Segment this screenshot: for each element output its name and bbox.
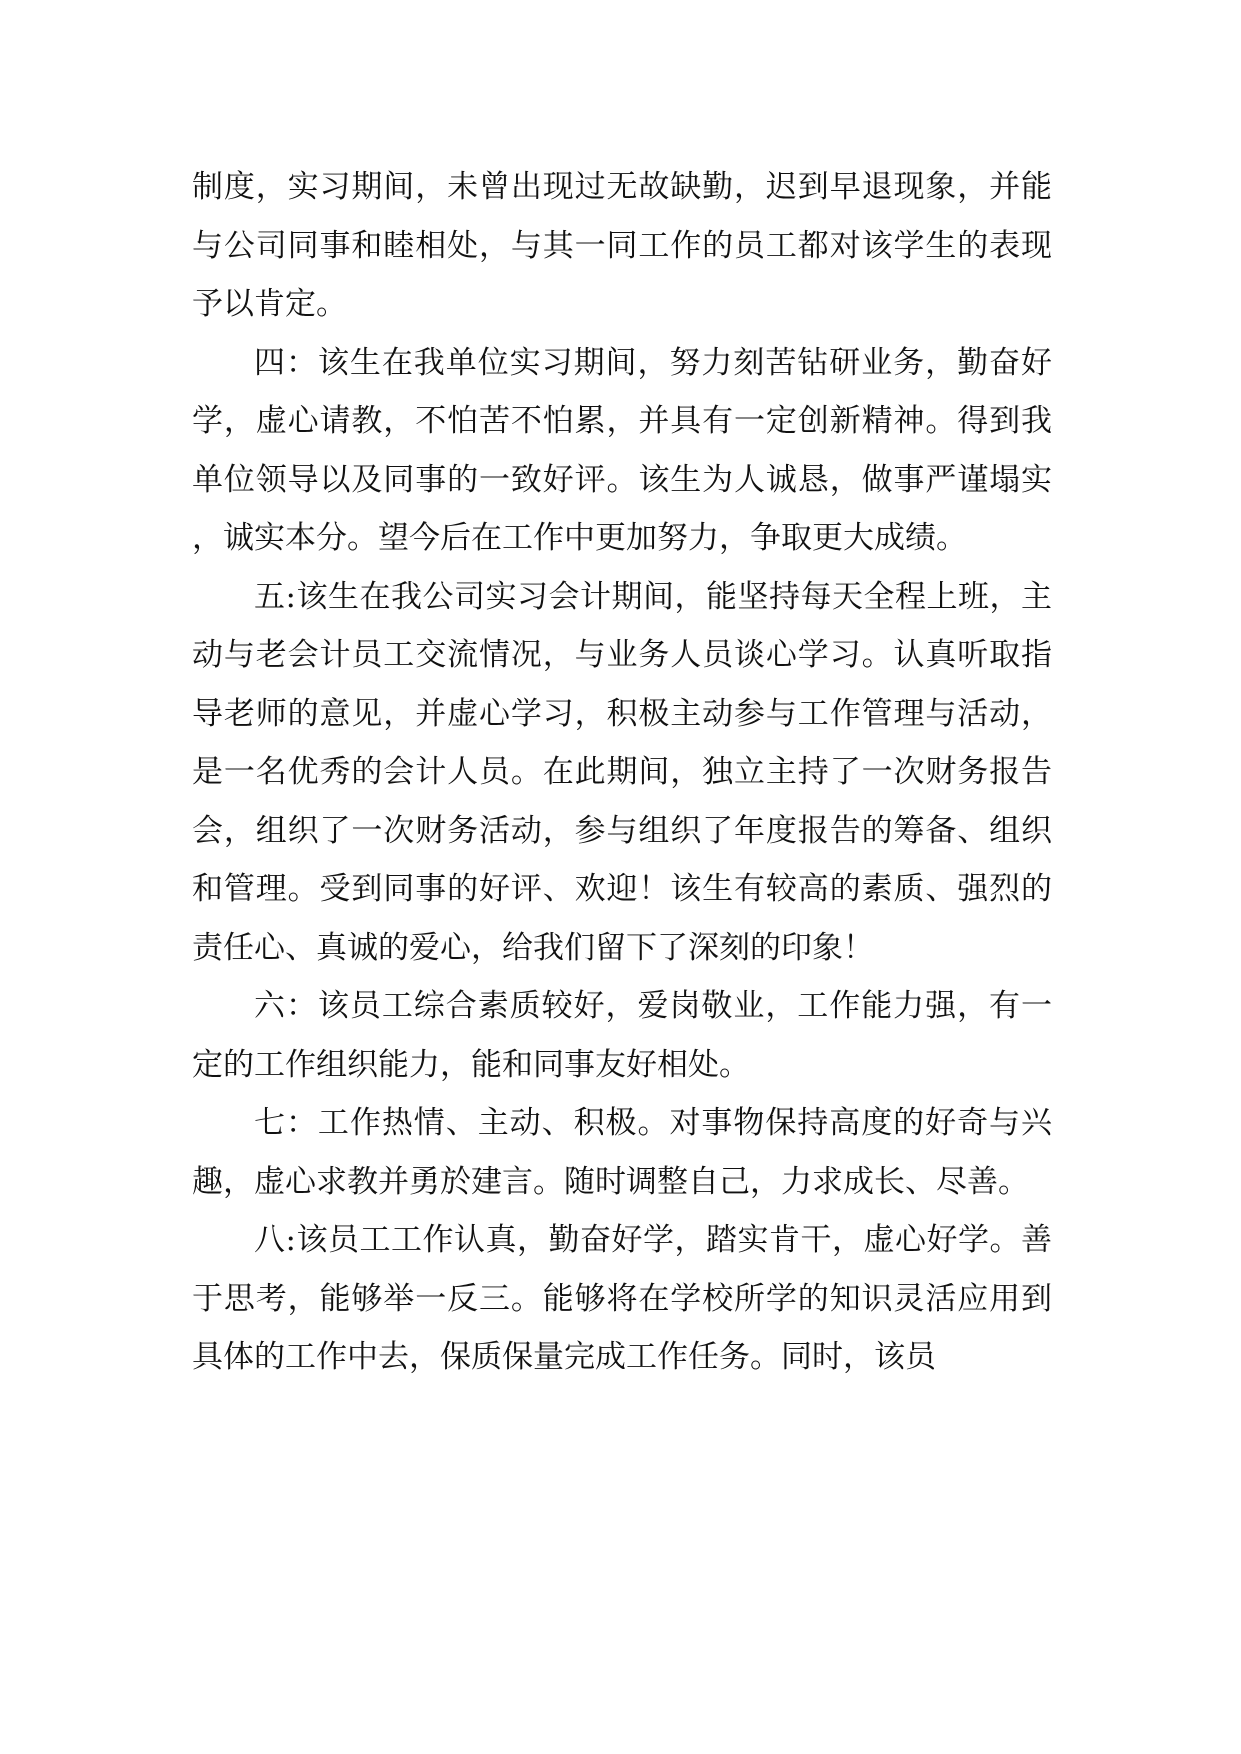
- document-body: [192, 158, 1052, 1387]
- paragraph-seven: 七：工作热情、主动、积极。对事物保持高度的好奇与兴趣，虚心求教并勇於建言。随时调整自己，力求成长、尽善。: [192, 1105, 1052, 1200]
- paragraph-eight: 八:该员工工作认真，勤奋好学，踏实肯干，虚心好学。善于思考，能够举一反三。能够将在学校所学的知识灵活应用到具体的工作中去，保质保量完成工作任务。同时，该员: [192, 1222, 1052, 1375]
- paragraph-six: 六：该员工综合素质较好，爱岗敬业，工作能力强，有一定的工作组织能力，能和同事友好相处。: [192, 988, 1052, 1083]
- paragraph-five: 五:该生在我公司实习会计期间，能坚持每天全程上班，主动与老会计员工交流情况，与业务人员谈心学习。认真听取指导老师的意见，并虚心学习，积极主动参与工作管理与活动，是一名优秀的会计人员。在此期间，独立主持了一次财务报告会，组织了一次财务活动，参与组织了年度报告的筹备、组织和管理。受到同事的好评、欢迎！该生有较高的素质、强烈的责任心、真诚的爱心，给我们留下了深刻的印象！: [192, 578, 1052, 966]
- paragraph-continued: 制度，实习期间，未曾出现过无故缺勤，迟到早退现象，并能与公司同事和睦相处，与其一同工作的员工都对该学生的表现予以肯定。: [192, 169, 1052, 322]
- paragraph-four: 四：该生在我单位实习期间，努力刻苦钻研业务，勤奋好学，虚心请教，不怕苦不怕累，并具有一定创新精神。得到我单位领导以及同事的一致好评。该生为人诚恳，做事严谨塌实，诚实本分。望今后在工作中更加努力，争取更大成绩。: [192, 344, 1052, 556]
